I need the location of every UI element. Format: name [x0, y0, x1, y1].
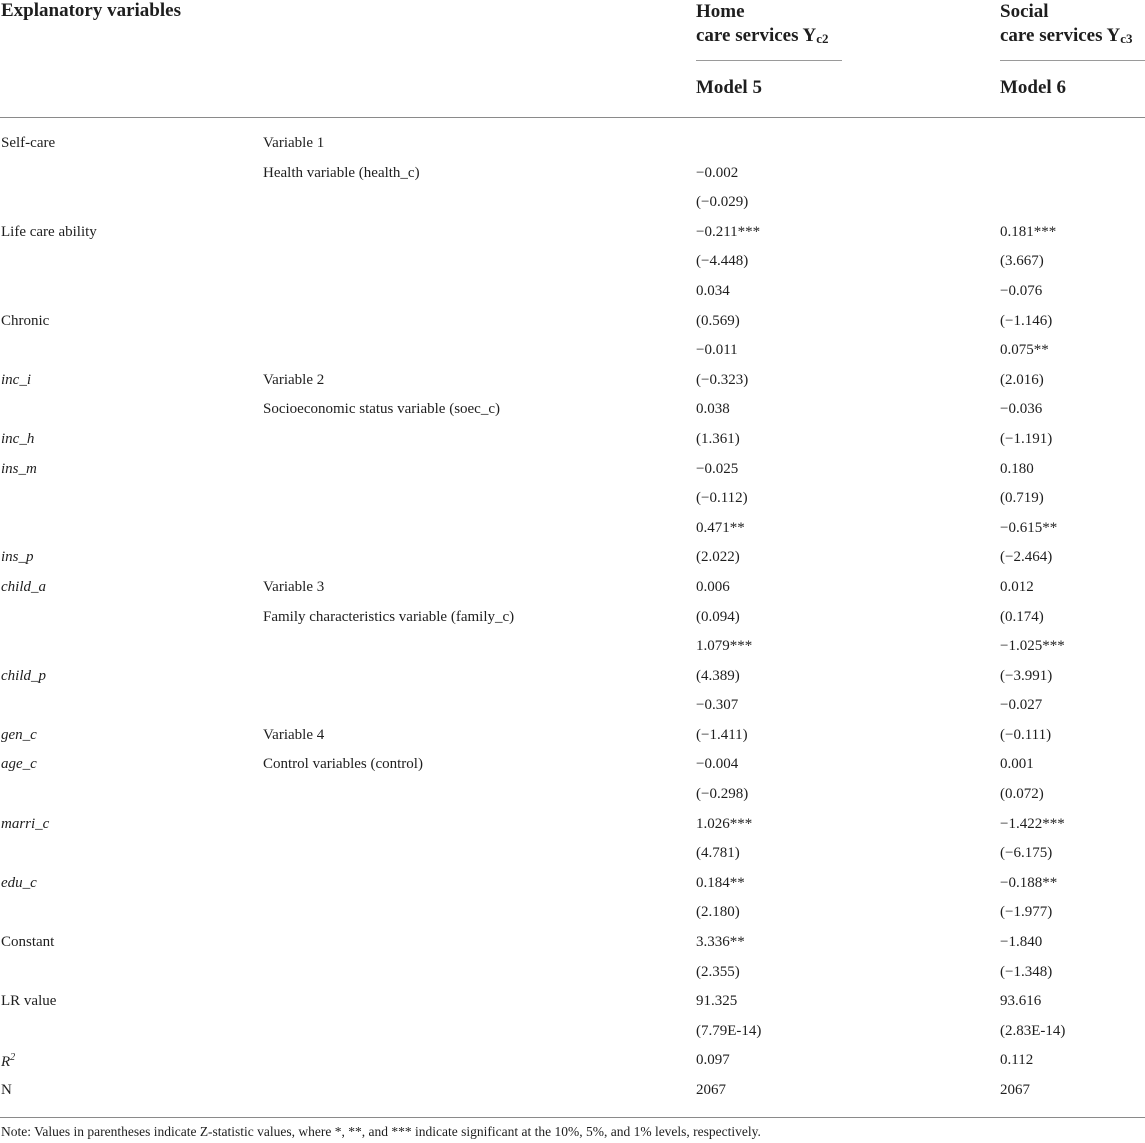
cell-model5-value: (−0.029)	[696, 194, 749, 211]
header-home-care-services	[696, 0, 829, 49]
cell-model5-value: (−0.298)	[696, 786, 749, 803]
table-row	[0, 899, 1145, 929]
table-row	[0, 692, 1145, 722]
cell-model6-value: 0.181***	[1000, 223, 1057, 240]
table-row	[0, 515, 1145, 545]
cell-model6-value: (−1.191)	[1000, 430, 1053, 447]
table-row	[0, 1047, 1145, 1077]
cell-model6-value: −1.025***	[1000, 638, 1065, 655]
cell-variable-name-text: edu_c	[1, 874, 37, 891]
cell-variable-name	[1, 934, 54, 951]
cell-variable-name-text: R	[1, 1054, 11, 1071]
cell-model5-value: −0.011	[696, 342, 738, 359]
cell-variable-name	[1, 579, 46, 596]
cell-model6-value: (−1.977)	[1000, 904, 1053, 921]
cell-variable-name-text: Life care ability	[1, 223, 97, 240]
table-row	[0, 751, 1145, 781]
table-row	[0, 574, 1145, 604]
cell-model6-value: (3.667)	[1000, 253, 1044, 270]
cell-variable-name	[1, 461, 37, 478]
table-row	[0, 544, 1145, 574]
cell-variable-name-text: inc_i	[1, 371, 31, 388]
cell-model5-value: 3.336**	[696, 934, 745, 951]
table-row	[0, 396, 1145, 426]
cell-variable-superscript: 2	[10, 1052, 16, 1064]
header-home-subscript: c2	[816, 31, 829, 46]
cell-variable-name-text: gen_c	[1, 726, 37, 743]
cell-model5-value: (0.569)	[696, 312, 740, 329]
cell-model6-value: 0.075**	[1000, 342, 1049, 359]
table-row	[0, 840, 1145, 870]
cell-model5-value: 1.079***	[696, 638, 753, 655]
cell-model5-value: −0.002	[696, 164, 739, 181]
cell-model5-value: −0.307	[696, 697, 739, 714]
cell-model6-value: −0.188**	[1000, 874, 1058, 891]
cell-model5-value: (−0.112)	[696, 490, 748, 507]
cell-model6-value: 0.001	[1000, 756, 1034, 773]
table-row	[0, 1018, 1145, 1048]
cell-variable-name	[1, 756, 37, 773]
cell-model6-value: (2.83E-14)	[1000, 1022, 1066, 1039]
cell-model5-value: (7.79E-14)	[696, 1022, 762, 1039]
header-model-5: Model 5	[696, 77, 762, 98]
cell-variable-group: Variable 2	[263, 371, 325, 388]
header-social-care-services	[1000, 0, 1133, 49]
cell-model5-value: 0.184**	[696, 874, 745, 891]
cell-variable-name-text: age_c	[1, 756, 37, 773]
cell-model5-value: 0.034	[696, 282, 730, 299]
table-row	[0, 485, 1145, 515]
cell-model6-value: −0.076	[1000, 282, 1043, 299]
cell-model5-value: −0.211***	[696, 223, 761, 240]
cell-model5-value: (4.389)	[696, 667, 740, 684]
cell-model5-value: −0.025	[696, 460, 739, 477]
header-home-line2: care services Y	[696, 25, 817, 46]
cell-variable-name-text: marri_c	[1, 815, 50, 832]
cell-variable-group: Socioeconomic status variable (soec_c)	[263, 401, 500, 418]
cell-model6-value: (−6.175)	[1000, 845, 1053, 862]
table-row	[0, 1077, 1145, 1107]
cell-variable-name	[1, 727, 37, 744]
cell-variable-name-text: LR value	[1, 993, 57, 1010]
cell-model5-value: (−0.323)	[696, 371, 749, 388]
cell-variable-group: Variable 4	[263, 726, 325, 743]
cell-variable-name	[1, 1052, 15, 1071]
cell-variable-group: Variable 3	[263, 578, 325, 595]
table-row	[0, 988, 1145, 1018]
header-social-line1: Social	[1000, 1, 1049, 22]
cell-variable-name	[1, 224, 97, 241]
cell-model6-value: (−3.991)	[1000, 667, 1053, 684]
cell-variable-name	[1, 816, 49, 833]
table-bottom-rule	[0, 1117, 1145, 1118]
table-top-rule	[0, 117, 1145, 118]
cell-model5-value: −0.004	[696, 756, 739, 773]
header-subrule-model5	[696, 60, 842, 61]
table-row	[0, 337, 1145, 367]
cell-variable-name	[1, 372, 31, 389]
cell-model6-value: 0.112	[1000, 1052, 1034, 1069]
cell-variable-name-text: Chronic	[1, 312, 50, 329]
cell-model6-value: (2.016)	[1000, 371, 1044, 388]
table-row	[0, 722, 1145, 752]
cell-model6-value: (0.719)	[1000, 490, 1044, 507]
cell-model5-value: (0.094)	[696, 608, 740, 625]
table-row	[0, 663, 1145, 693]
cell-model6-value: 93.616	[1000, 993, 1042, 1010]
table-body	[0, 130, 1145, 1107]
cell-variable-name-text: ins_m	[1, 460, 37, 477]
table-row	[0, 929, 1145, 959]
table-row	[0, 426, 1145, 456]
cell-variable-name	[1, 431, 34, 448]
cell-variable-name-text: ins_p	[1, 549, 34, 566]
cell-model6-value: −1.840	[1000, 934, 1043, 951]
cell-variable-group: Health variable (health_c)	[263, 164, 420, 181]
header-model-6: Model 6	[1000, 77, 1066, 98]
table-row	[0, 811, 1145, 841]
table-row	[0, 219, 1145, 249]
cell-variable-name	[1, 875, 37, 892]
cell-model5-value: (2.355)	[696, 963, 740, 980]
cell-variable-name-text: inc_h	[1, 430, 35, 447]
cell-model6-value: 2067	[1000, 1082, 1030, 1098]
cell-model5-value: (−4.448)	[696, 253, 749, 270]
header-subrule-model6	[1000, 60, 1145, 61]
cell-model5-value: (4.781)	[696, 845, 740, 862]
cell-model5-value: (−1.411)	[696, 726, 748, 743]
table-note: Note: Values in parentheses indicate Z-statistic values, where *, **, and *** indicate significant at the 10%, 5%, and 1% levels, respectively.	[1, 1124, 761, 1139]
cell-variable-name	[1, 549, 34, 566]
table-row	[0, 781, 1145, 811]
table-row	[0, 189, 1145, 219]
cell-model6-value: (−1.348)	[1000, 963, 1053, 980]
cell-variable-name-text: child_p	[1, 667, 46, 684]
table-row	[0, 278, 1145, 308]
cell-model6-value: −0.036	[1000, 401, 1043, 418]
table-row	[0, 308, 1145, 338]
cell-model6-value: −1.422***	[1000, 815, 1065, 832]
cell-model6-value: (0.072)	[1000, 786, 1044, 803]
cell-model6-value: (−0.111)	[1000, 726, 1052, 743]
header-home-line1: Home	[696, 1, 745, 22]
cell-model5-value: 0.471**	[696, 519, 745, 536]
cell-variable-group: Variable 1	[263, 135, 325, 151]
cell-variable-name-text: N	[1, 1082, 12, 1098]
table-row	[0, 248, 1145, 278]
cell-variable-name	[1, 993, 56, 1010]
cell-model6-value: (−1.146)	[1000, 312, 1053, 329]
table-row	[0, 456, 1145, 486]
cell-model5-value: 0.097	[696, 1052, 730, 1069]
cell-variable-group: Control variables (control)	[263, 756, 423, 773]
cell-model6-value: −0.615**	[1000, 519, 1058, 536]
cell-model5-value: 0.006	[696, 578, 730, 595]
cell-model6-value: −0.027	[1000, 697, 1043, 714]
cell-model5-value: 0.038	[696, 401, 730, 418]
cell-model5-value: (2.180)	[696, 904, 740, 921]
cell-model5-value: 91.325	[696, 993, 738, 1010]
cell-model5-value: (2.022)	[696, 549, 740, 566]
table-row	[0, 633, 1145, 663]
cell-variable-name-text: Constant	[1, 934, 55, 951]
table-row	[0, 604, 1145, 634]
header-explanatory-variables: Explanatory variables	[1, 0, 181, 21]
cell-model5-value: 2067	[696, 1082, 726, 1098]
cell-variable-name-text: child_a	[1, 578, 46, 595]
table-row	[0, 959, 1145, 989]
cell-model6-value: (0.174)	[1000, 608, 1044, 625]
cell-variable-name	[1, 668, 46, 685]
cell-variable-name	[1, 313, 49, 330]
header-social-line2: care services Y	[1000, 25, 1121, 46]
cell-variable-name	[1, 1082, 12, 1099]
table-row	[0, 160, 1145, 190]
cell-model5-value: 1.026***	[696, 815, 753, 832]
cell-model6-value: 0.180	[1000, 460, 1034, 477]
cell-model6-value: (−2.464)	[1000, 549, 1053, 566]
cell-variable-name-text: Self-care	[1, 135, 56, 151]
table-header	[0, 0, 1145, 118]
cell-variable-group: Family characteristics variable (family_c)	[263, 608, 515, 625]
cell-variable-name	[1, 135, 55, 152]
header-social-subscript: c3	[1120, 31, 1133, 46]
table-row	[0, 870, 1145, 900]
cell-model5-value: (1.361)	[696, 430, 740, 447]
cell-model6-value: 0.012	[1000, 578, 1034, 595]
table-row	[0, 130, 1145, 160]
table-row	[0, 367, 1145, 397]
